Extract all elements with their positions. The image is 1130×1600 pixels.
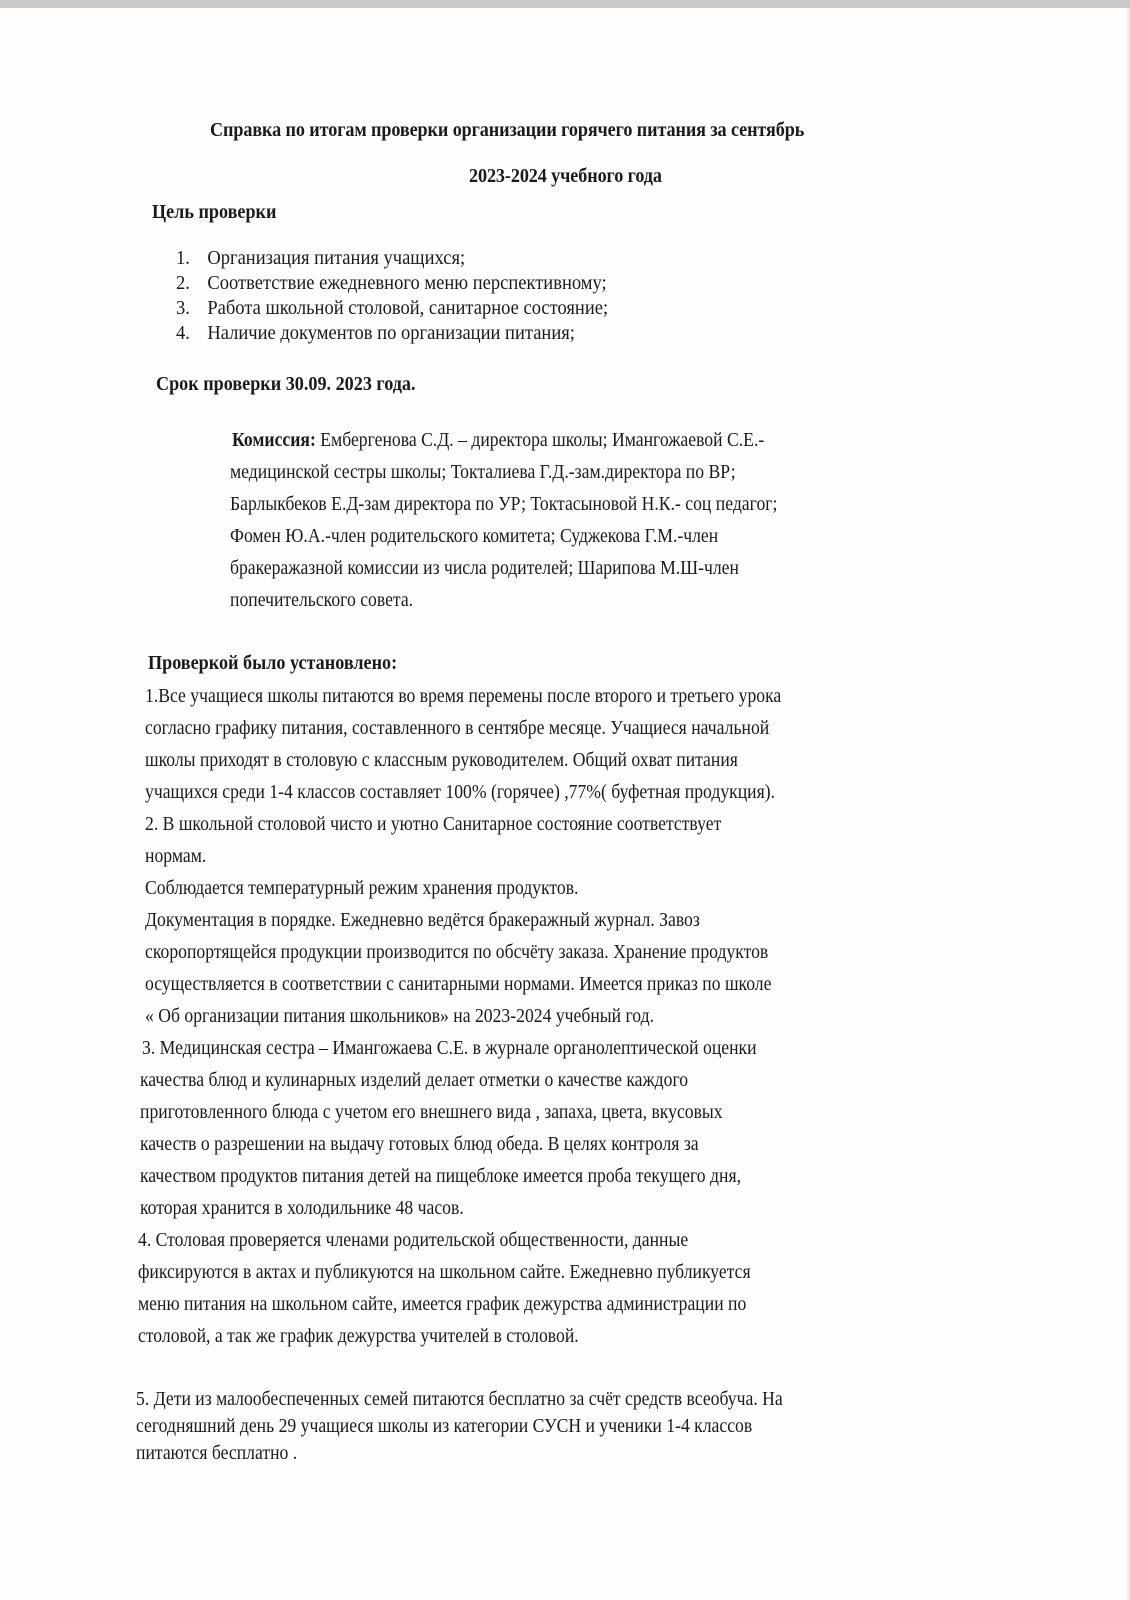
findings-line: приготовленного блюда с учетом его внешнего вида , запаха, цвета, вкусовых bbox=[140, 1102, 723, 1123]
findings-line: осуществляется в соответствии с санитарными нормами. Имеется приказ по школе bbox=[145, 974, 772, 995]
goal-heading: Цель проверки bbox=[152, 202, 277, 223]
findings-line: скоропортящейся продукции производится по обсчёту заказа. Хранение продуктов bbox=[145, 942, 769, 963]
findings-line: столовой, а так же график дежурства учителей в столовой. bbox=[138, 1326, 579, 1347]
findings-line: школы приходят в столовую с классным руководителем. Общий охват питания bbox=[145, 750, 738, 771]
goal-text: Работа школьной столовой, санитарное состояние; bbox=[207, 298, 609, 319]
findings-line: качества блюд и кулинарных изделий делает отметки о качестве каждого bbox=[140, 1070, 689, 1091]
findings-line: нормам. bbox=[145, 846, 207, 867]
document-title-line-1: Справка по итогам проверки организации горячего питания за сентябрь bbox=[210, 120, 805, 141]
findings-line: Документация в порядке. Ежедневно ведётся бракеражный журнал. Завоз bbox=[145, 910, 700, 931]
findings-line: согласно графику питания, составленного в сентябре месяце. Учащиеся начальной bbox=[145, 718, 770, 739]
commission-line: Фомен Ю.А.-член родительского комитета; Суджекова Г.М.-член bbox=[230, 526, 719, 547]
item-5-line: 5. Дети из малообеспеченных семей питаются бесплатно за счёт средств всеобуча. На bbox=[136, 1389, 783, 1410]
commission-label: Комиссия: bbox=[232, 430, 316, 451]
findings-line: « Об организации питания школьников» на 2023-2024 учебный год. bbox=[145, 1006, 655, 1027]
goal-item bbox=[176, 273, 607, 295]
commission-line: медицинской сестры школы; Токталиева Г.Д.-зам.директора по ВР; bbox=[230, 462, 736, 483]
findings-line: 2. В школьной столовой чисто и уютно Санитарное состояние соответствует bbox=[145, 814, 722, 835]
goal-text: Наличие документов по организации питания; bbox=[207, 323, 575, 344]
inspection-deadline: Срок проверки 30.09. 2023 года. bbox=[156, 374, 416, 395]
findings-line: качеств о разрешении на выдачу готовых блюд обеда. В целях контроля за bbox=[140, 1134, 699, 1155]
findings-line: 3. Медицинская сестра – Имангожаева С.Е. в журнале органолептической оценки bbox=[142, 1038, 757, 1059]
item-5-line: питаются бесплатно . bbox=[136, 1443, 298, 1464]
scan-top-edge bbox=[0, 0, 1130, 8]
commission-line: Барлыкбеков Е.Д-зам директора по УР; Токтасыновой Н.К.- соц педагог; bbox=[230, 494, 778, 515]
findings-line: Соблюдается температурный режим хранения продуктов. bbox=[145, 878, 579, 899]
document-title-line-2: 2023-2024 учебного года bbox=[469, 166, 662, 187]
findings-line: 4. Столовая проверяется членами родительской общественности, данные bbox=[138, 1230, 689, 1251]
commission-line: попечительского совета. bbox=[230, 590, 414, 611]
goal-number: 4. bbox=[176, 323, 190, 344]
commission-text: Ембергенова С.Д. – директора школы; Имангожаевой С.Е.- bbox=[315, 430, 765, 451]
goal-number: 1. bbox=[176, 248, 190, 269]
findings-line: фиксируются в актах и публикуются на школьном сайте. Ежедневно публикуется bbox=[138, 1262, 751, 1283]
findings-line: меню питания на школьном сайте, имеется график дежурства администрации по bbox=[138, 1294, 747, 1315]
item-5-line: сегодняшний день 29 учащиеся школы из категории СУСН и ученики 1-4 классов bbox=[136, 1416, 753, 1437]
goal-number: 3. bbox=[176, 298, 190, 319]
goal-item bbox=[176, 248, 465, 270]
commission-line: бракеражазной комиссии из числа родителей; Шарипова М.Ш-член bbox=[230, 558, 739, 579]
findings-line: 1.Все учащиеся школы питаются во время перемены после второго и третьего урока bbox=[145, 686, 782, 707]
document-page bbox=[0, 8, 1127, 1600]
commission-line bbox=[232, 430, 764, 452]
findings-line: качеством продуктов питания детей на пищеблоке имеется проба текущего дня, bbox=[140, 1166, 741, 1187]
goal-text: Соответствие ежедневного меню перспективному; bbox=[207, 273, 607, 294]
goal-item bbox=[176, 323, 575, 345]
findings-line: учащихся среди 1-4 классов составляет 100% (горячее) ,77%( буфетная продукция). bbox=[145, 782, 776, 803]
goal-item bbox=[176, 298, 608, 320]
findings-heading: Проверкой было установлено: bbox=[148, 653, 398, 674]
findings-line: которая хранится в холодильнике 48 часов. bbox=[140, 1198, 464, 1219]
goal-number: 2. bbox=[176, 273, 190, 294]
goal-text: Организация питания учащихся; bbox=[207, 248, 466, 269]
